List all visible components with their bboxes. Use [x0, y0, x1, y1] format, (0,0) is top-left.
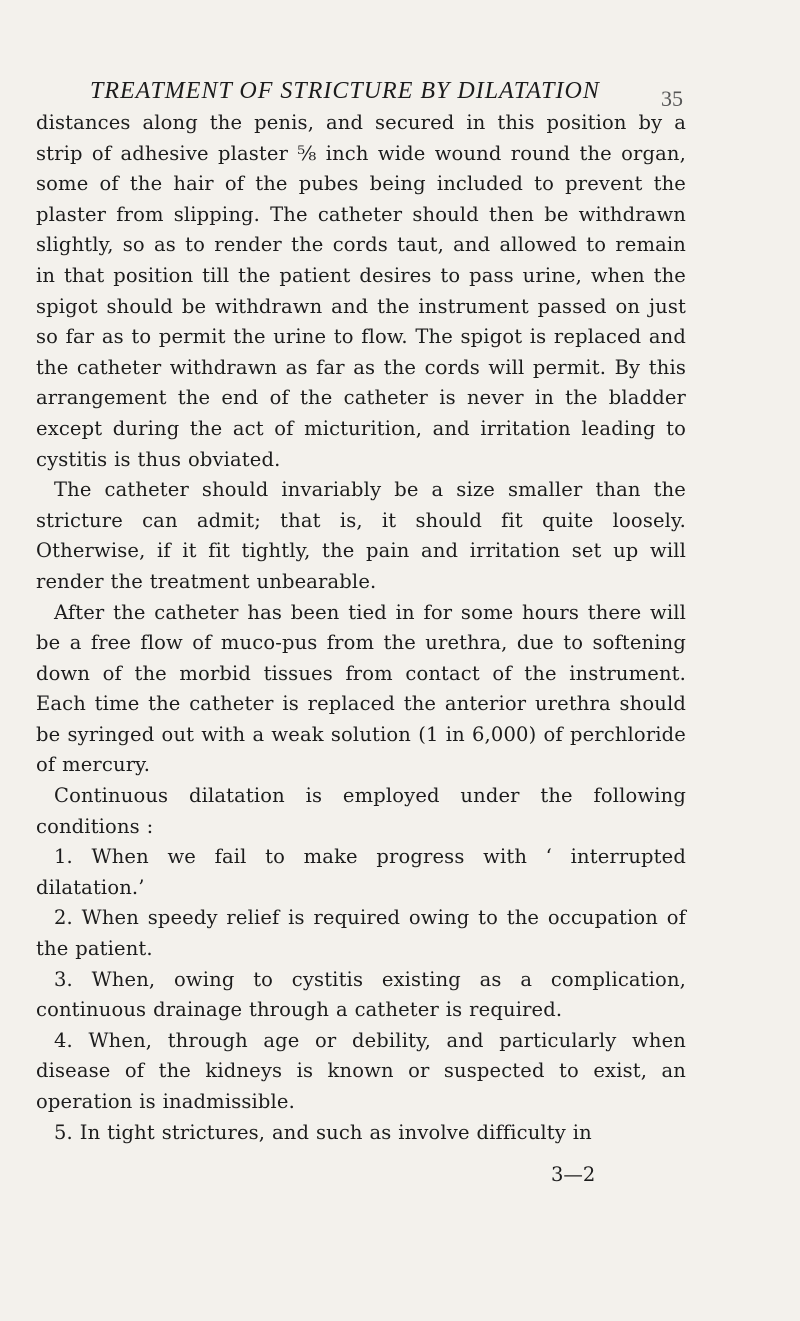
paragraph-conditions-intro: Continuous dilatation is employed under the following conditions :	[36, 784, 686, 838]
body-text	[36, 108, 686, 1148]
list-item-2: 2. When speedy relief is required owing to the occupation of the patient.	[36, 906, 686, 961]
running-head	[90, 78, 683, 111]
signature-mark: 3—2	[551, 1163, 596, 1186]
list-item-1: 1. When we fail to make progress with ‘ interrupted dilatation.’	[36, 845, 686, 899]
paragraph-muco-pus: After the catheter has been tied in for some hours there will be a free flow of muco-pus from the urethra, due to softening down of the morbid tissues from contact of the instrument. Each time the catheter is replaced the anterior urethra should be syringed out with a weak solution (1 in 6,000) of perchloride of mercury.	[36, 600, 686, 777]
running-title: TREATMENT OF STRICTURE BY DILATATION	[90, 78, 600, 104]
list-item-5: 5. In tight strictures, and such as involve difficulty in	[54, 1120, 592, 1144]
paragraph-catheter-size: The catheter should invariably be a size smaller than the stricture can admit; that is, it should fit quite loosely. Otherwise, if it fit tightly, the pain and irritation set up will render the treatment unbearable.	[36, 478, 686, 593]
list-item-3: 3. When, owing to cystitis existing as a complication, continuous drainage through a catheter is required.	[36, 967, 686, 1022]
list-item-4: 4. When, through age or debility, and particularly when disease of the kidneys is known or suspected to exist, an operation is inadmissible.	[36, 1028, 686, 1113]
paragraph-continuation: distances along the penis, and secured in this position by a strip of adhesive plaster ⅝ inch wide wound round the organ, some of the hair of the pubes being included to prevent the plaster from slipping. The catheter should then be withdrawn slightly, so as to render the cords taut, and allowed to remain in that position till the patient desires to pass urine, when the spigot should be withdrawn and the instrument passed on just so far as to permit the urine to flow. The spigot is replaced and the catheter withdrawn as far as the cords will permit. By this arrangement the end of the catheter is never in the bladder except during the act of micturition, and irritation leading to cystitis is thus obviated.	[36, 111, 686, 471]
page-number: 35	[661, 86, 683, 111]
